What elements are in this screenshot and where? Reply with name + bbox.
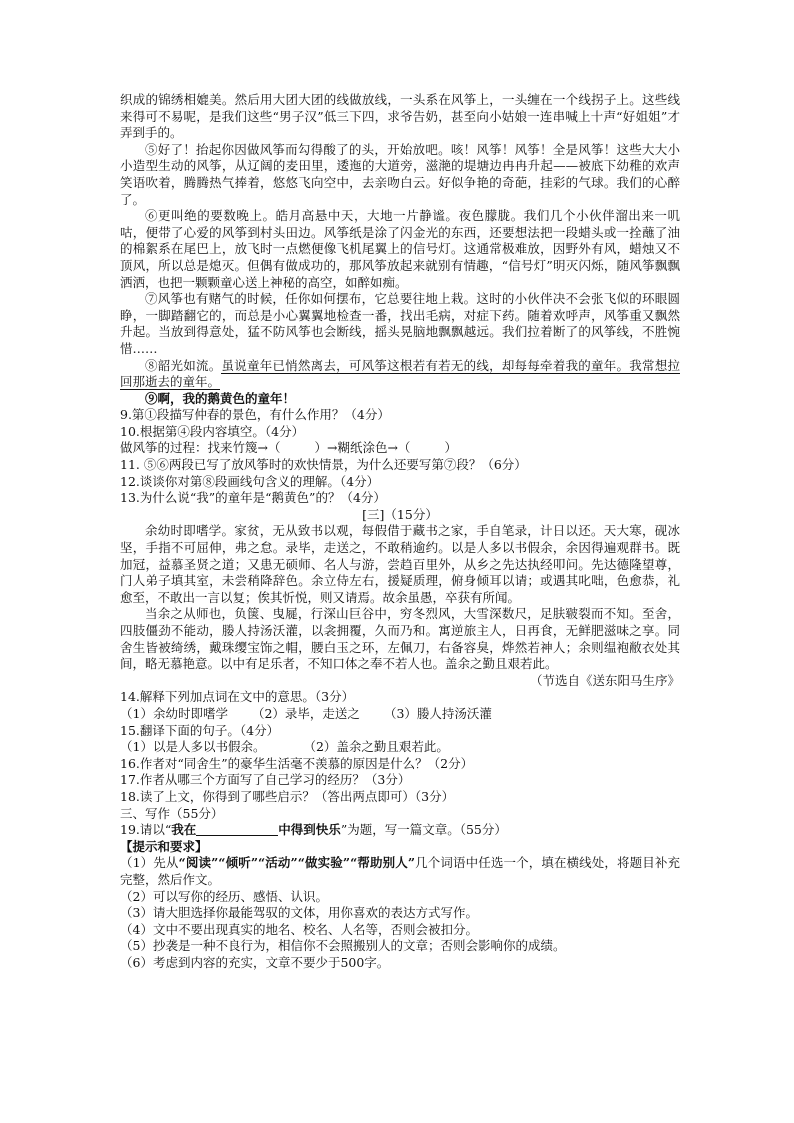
question-18: 18.读了上文，你得到了哪些启示？（答出两点即可）（3分） — [120, 788, 455, 804]
tip-1-options: “阅读”“倾听”“活动”“做实验”“帮助别人” — [178, 855, 416, 871]
q14-item-3: （3）媵人持汤沃灌 — [383, 705, 492, 721]
passage-paragraph-8 — [120, 358, 680, 391]
document-page — [120, 92, 680, 971]
tip-1 — [120, 855, 680, 888]
question-17: 17.作者从哪三个方面写了自己学习的经历？（3分） — [120, 772, 411, 788]
q14-item-1: （1）余幼时即嗜学 — [120, 705, 228, 721]
process-part-b: ）→糊纸涂色→（ — [314, 440, 411, 456]
paragraph-8-lead: ⑧韶光如流。 — [145, 357, 222, 373]
question-15-items — [120, 739, 680, 756]
q19-title-start: 我在 — [171, 822, 197, 838]
question-16: 16.作者对“同舍生”的豪华生活毫不羡慕的原因是什么？（2分） — [120, 755, 474, 771]
passage-paragraph-5: ⑤好了！抬起你因做风筝而勾得酸了的头，开始放吧。咳！风筝！风筝！全是风筝！这些大大小小造型生动的风筝，从辽阔的麦田里，逶迤的大道旁，滋滟的堤塘边冉冉升起——被底下幼稚的欢声笑语吹着，腾腾热气捧着，悠悠飞向空中，去亲吻白云。好似争艳的奇葩，挂彩的气球。我们的心醉了。 — [120, 141, 680, 207]
q19-suffix: ”为题，写一篇文章。（55分） — [340, 822, 507, 838]
passage-paragraph-9: ⑨啊，我的鹅黄色的童年！ — [145, 390, 296, 406]
passage-paragraph-4-tail: 织成的锦绣相媲美。然后用大团大团的线做放线，一头系在风筝上，一头缠在一个线拐子上。这些线来得可不易呢，是我们这些“男子汉”低三下四，求爷告奶，甚至向小姑娘一连串喊上十声“好姐姐”才弄到手的。 — [120, 92, 680, 141]
section-3-heading: [三]（15分） — [362, 506, 438, 522]
q14-item-2: （2）录毕，走送之 — [251, 705, 360, 721]
tip-4: （4）文中不要出现真实的地名、校名、人名等，否则会被扣分。 — [120, 921, 478, 937]
classical-paragraph-1: 余幼时即嗜学。家贫，无从致书以观，每假借于藏书之家，手自笔录，计日以还。天大寒，砚冰坚，手指不可屈伸，弗之怠。录毕，走送之，不敢稍逾约。以是人多以书假余，余因得遍观群书。既加冠，益慕圣贤之道；又患无硕师、名人与游，尝趋百里外，从乡之先达执经叩问。先达德隆望尊，门人弟子填其室，未尝稍降辞色。余立侍左右，援疑质理，俯身倾耳以请；或遇其叱咄，色愈恭，礼愈至，不敢出一言以复；俟其忻悦，则又请焉。故余虽愚，卒获有所闻。 — [120, 523, 680, 605]
process-part-c: ） — [444, 440, 457, 456]
source-note: （节选自《送东阳马生序》 — [529, 672, 680, 688]
question-10: 10.根据第④段内容填空。（4分） — [120, 423, 305, 439]
question-14: 14.解释下列加点词在文中的意思。（3分） — [120, 689, 355, 705]
passage-paragraph-7: ⑦风筝也有赌气的时候，任你如何摆布，它总要往地上栽。这时的小伙伴决不会张飞似的环眼圆睁，一脚踏翻它的，而总是小心翼翼地检查一番，找出毛病，对症下药。随着欢呼声，风筝重又飘然升起。当放到得意处，猛不防风筝也会断线，摇头晃脑地飘飘越远。我们拉着断了的风筝线，不胜惋惜…… — [120, 291, 680, 356]
question-10-process — [120, 440, 680, 457]
classical-paragraph-2: 当余之从师也，负箧、曳屣，行深山巨谷中，穷冬烈风，大雪深数尺，足肤皲裂而不知。至舍，四肢僵劲不能动，媵人持汤沃灌，以衾拥覆，久而乃和。寓逆旅主人，日再食，无鲜肥滋味之享。同舍生皆被绮绣，戴珠缨宝饰之帽，腰白玉之环，左佩刀，右备容臭，烨然若神人；余则缊袍敝衣处其间，略无慕艳意。以中有足乐者，不知口体之奉不若人也。盖余之勤且艰若此。 — [120, 606, 680, 672]
title-blank[interactable] — [196, 823, 278, 836]
tips-heading: 【提示和要求】 — [120, 838, 208, 854]
question-14-items — [120, 706, 680, 723]
tip-1-lead: （1）先从 — [120, 855, 179, 871]
tip-6: （6）考虑到内容的充实，文章不要少于500字。 — [120, 954, 390, 970]
question-9: 9.第①段描写仲春的景色，有什么作用？（4分） — [120, 407, 390, 423]
question-15: 15.翻译下面的句子。（4分） — [120, 722, 280, 738]
underlined-sentence: 虽说童年已悄然离去，可风筝这根若有若无的线，却每每牵着我的童年。我常想拉回那逝去的童年。 — [120, 357, 680, 390]
q19-prefix: 19.请以“ — [120, 822, 172, 838]
question-12: 12.谈谈你对第⑧段画线句含义的理解。（4分） — [120, 473, 380, 489]
q15-item-1: （1）以是人多以书假余。 — [120, 739, 266, 755]
q15-item-2: （2）盖余之勤且艰若此。 — [303, 739, 449, 755]
tip-1-rest: 几个词语中任选一个，填在横线处，将题目补充完整，然后作文。 — [120, 855, 680, 887]
passage-paragraph-6: ⑥更叫绝的要数晚上。皓月高悬中天，大地一片静谧。夜色朦胧。我们几个小伙伴溜出来一叽咕，便带了心爱的风筝到村头田边。风筝纸是涂了闪金光的东西，还要想法把一段蜡头或一拴蘸了油的棉絮系在尾巴上，放飞时一点燃便像飞机尾翼上的信号灯。这通常极难放，因野外有风，蜡烛又不顶风，所以总是熄灭。但偶有做成功的，那风筝放起来就别有情趣，“信号灯”明灭闪烁，随风筝飘飘洒洒，也把一颗颗童心送上神秘的高空，如醉如痴。 — [120, 208, 680, 290]
tip-5: （5）抄袭是一种不良行为，相信你不会照搬别人的文章；否则会影响你的成绩。 — [120, 938, 566, 954]
process-part-a: 做风筝的过程：找来竹篾→（ — [120, 440, 281, 456]
question-11: 11. ⑤⑥两段已写了放风筝时的欢快情景，为什么还要写第⑦段？（6分） — [120, 457, 527, 473]
question-13: 13.为什么说“我”的童年是“鹅黄色”的？（4分） — [120, 490, 386, 506]
writing-heading: 三、写作（55分） — [120, 805, 224, 821]
question-19 — [120, 822, 680, 839]
tip-2: （2）可以写你的经历、感悟、认识。 — [120, 888, 328, 904]
tip-3: （3）请大胆选择你最能驾驭的文体，用你喜欢的表达方式写作。 — [120, 905, 478, 921]
q19-title-end: 中得到快乐 — [278, 822, 341, 838]
